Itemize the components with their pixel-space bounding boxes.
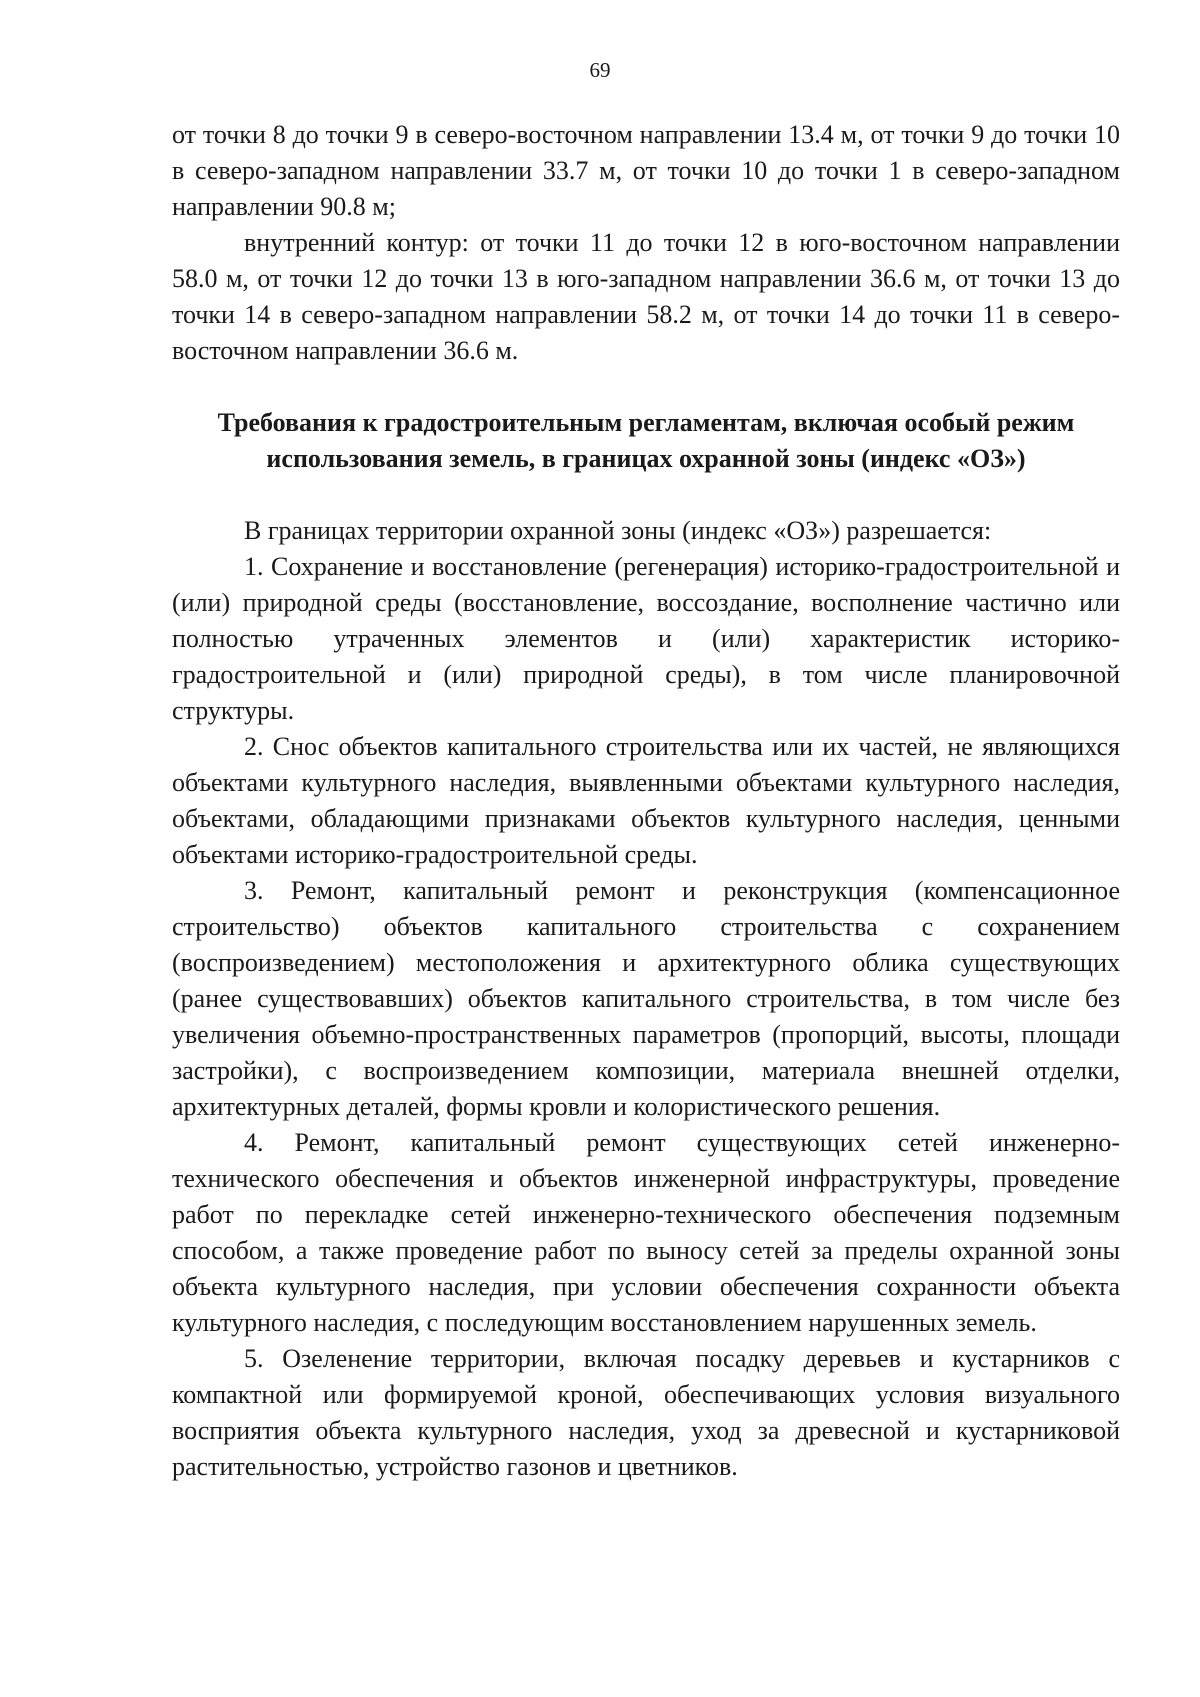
list-item-3: 3. Ремонт, капитальный ремонт и реконструкция (компенсационное строительство) объектов капитального строительства с сохранением (воспроизведением) местоположения и архитектурного облика существующих (ранее существовавших) объектов капитального строительства, в том числе без увеличения объемно-пространственных параметров (пропорций, высоты, площади застройки), с воспроизведением композиции, материала внешней отделки, архитектурных деталей, формы кровли и колористического решения. [172, 876, 1120, 1121]
section-heading: Требования к градостроительным регламентам, включая особый режим использования земель, в границах охранной зоны (индекс «ОЗ») [217, 408, 1075, 473]
list-item-2: 2. Снос объектов капитального строительства или их частей, не являющихся объектами культурного наследия, выявленными объектами культурного наследия, объектами, обладающими признаками объектов культурного наследия, ценными объектами историко-градостроительной среды. [172, 732, 1120, 869]
list-item-1: 1. Сохранение и восстановление (регенерация) историко-градостроительной и (или) природной среды (восстановление, воссоздание, восполнение частично или полностью утраченных элементов и (или) характеристик историко-градостроительной и (или) природной среды), в том числе планировочной структуры. [172, 552, 1120, 725]
document-body [172, 117, 1120, 1485]
list-item-5: 5. Озеленение территории, включая посадку деревьев и кустарников с компактной или формируемой кроной, обеспечивающих условия визуального восприятия объекта культурного наследия, уход за древесной и кустарниковой растительностью, устройство газонов и цветников. [172, 1344, 1120, 1481]
paragraph-intro: В границах территории охранной зоны (индекс «ОЗ») разрешается: [244, 516, 992, 545]
paragraph-outer-contour-end: от точки 8 до точки 9 в северо-восточном направлении 13.4 м, от точки 9 до точки 10 в северо-западном направлении 33.7 м, от точки 10 до точки 1 в северо-западном направлении 90.8 м; [172, 120, 1120, 221]
paragraph-inner-contour: внутренний контур: от точки 11 до точки 12 в юго-восточном направлении 58.0 м, от точки 12 до точки 13 в юго-западном направлении 36.6 м, от точки 13 до точки 14 в северо-западном направлении 58.2 м, от точки 14 до точки 11 в северо-восточном направлении 36.6 м. [172, 228, 1120, 365]
list-item-4: 4. Ремонт, капитальный ремонт существующих сетей инженерно-технического обеспечения и объектов инженерной инфраструктуры, проведение работ по перекладке сетей инженерно-технического обеспечения подземным способом, а также проведение работ по выносу сетей за пределы охранной зоны объекта культурного наследия, при условии обеспечения сохранности объекта культурного наследия, с последующим восстановлением нарушенных земель. [172, 1128, 1120, 1337]
page-number: 69 [589, 58, 611, 82]
